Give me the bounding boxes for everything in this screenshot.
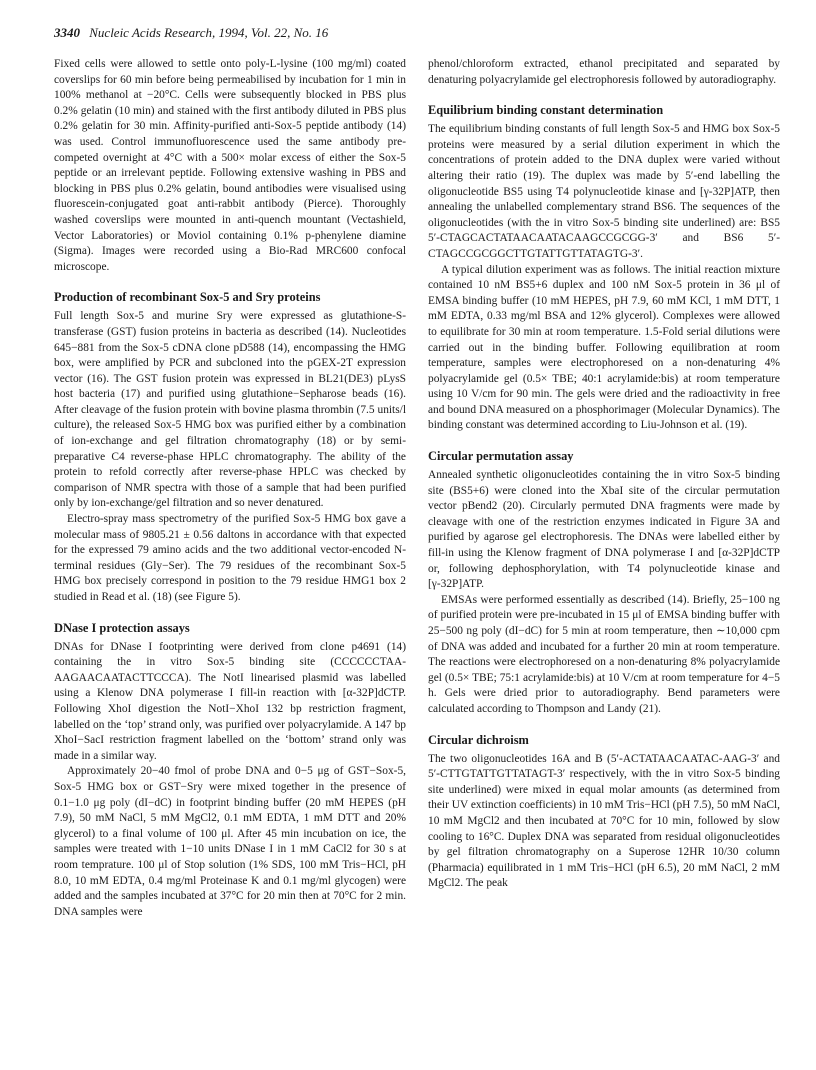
paragraph-dnase-1: DNAs for DNase I footprinting were derived from clone p4691 (14) containing the in vitro Sox-5 binding site (CCCCCCTAA-AAGAACAATACTTCCCA). The NotI linearised plasmid was labelled using a Klenow DNA polymerase I fill-in reaction with [α-32P]dCTP. Following XhoI digestion the NotI−XhoI 132 bp restriction fragment, labelled on the ‘top’ strand only, was purified over polyacrylamide. A 147 bp XhoI−SacI restriction fragment labelled on the ‘bottom’ strand only was made in a similar way. <box>54 640 406 762</box>
right-column <box>428 57 780 892</box>
left-column <box>54 57 406 920</box>
paragraph-continued: phenol/chloroform extracted, ethanol precipitated and separated by denaturing polyacrylamide gel electrophoresis followed by autoradiography. <box>428 58 780 86</box>
paragraph-equilibrium-2: A typical dilution experiment was as follows. The initial reaction mixture contained 10 nM BS5+6 duplex and 100 nM Sox-5 protein in 36 μl of EMSA binding buffer (10 mM HEPES, pH 7.9, 60 mM KCl, 1 mM DTT, 1 mM EDTA, 0.33 mg/ml BSA and 12% glycerol). Complexes were allowed to equilibrate for 30 min at room temperature. 1.5-Fold serial dilutions were carried out in the binding buffer. Following equilibration at room temperature, samples were electrophoresed on a non-denaturing 4% polyacrylamide gel (0.5× TBE; 40:1 acrylamide:bis) at room temperature using 10 V/cm for 90 min. The gels were dried and the radioactivity in free and bound DNA measured on a phosphorimager (Molecular Dynamics). The binding constant was determined according to Liu-Johnson et al. (19). <box>428 263 780 432</box>
page-number: 3340 <box>54 25 80 40</box>
paragraph-production-1: Full length Sox-5 and murine Sry were expressed as glutathione-S-transferase (GST) fusion proteins in bacteria as described (14). Nucleotides 645−881 from the Sox-5 cDNA clone pD588 (14), encompassing the HMG box, were amplified by PCR and subcloned into the pGEX-2T expression vector (16). The GST fusion protein was expressed in BL21(DE3) pLysS host bacteria (17) and purified using glutathione−Sepharose beads (16). After cleavage of the fusion protein with bovine plasma thrombin (7.5 units/l culture), the released Sox-5 HMG box was purified either by a combination of ion-exchange and gel filtration chromatography (18) or by semi-preparative C4 reverse-phase HPLC chromatography. The ability of the protein to refold correctly after reverse-phase HPLC was checked by comparison of NMR spectra with those of a sample that had been purified only by ion-exchange/gel filtration and so never denatured. <box>54 310 406 510</box>
paragraph-circular-1: Annealed synthetic oligonucleotides containing the in vitro Sox-5 binding site (BS5+6) were cloned into the XbaI site of the circular permutation vector pBend2 (20). Circularly permuted DNA fragments were made by cleavage with one of the restriction enzymes indicated in Figure 3A and purified by agarose gel electrophoresis. The DNAs were labelled either by fill-in using the Klenow fragment of DNA polymerase I and [α-32P]dCTP or, following dephosphorylation, with T4 polynucleotide kinase and [γ-32P]ATP. <box>428 469 780 591</box>
heading-equilibrium: Equilibrium binding constant determination <box>428 103 664 118</box>
running-head <box>54 25 328 41</box>
heading-circular-dichroism: Circular dichroism <box>428 732 529 747</box>
paragraph-production-2: Electro-spray mass spectrometry of the purified Sox-5 HMG box gave a molecular mass of 9805.21 ± 0.56 daltons in accordance with that expected for the expressed 79 amino acids and the two additional vector-encoded N-terminal residues (Gly−Ser). The 79 residues of the recombinant Sox-5 HMG box precisely correspond in position to the 79 residue HMG1 box 2 studied in Read et al. (18) (see Figure 5). <box>54 513 406 603</box>
paragraph-dnase-2: Approximately 20−40 fmol of probe DNA and 0−5 μg of GST−Sox-5, Sox-5 HMG box or GST−Sry were mixed together in the presence of 0.1−1.0 μg poly (dI−dC) in footprint binding buffer (20 mM HEPES (pH 7.9), 50 mM NaCl, 5 mM MgCl2, 0.1 mM EDTA, 1 mM DTT and 20% glycerol) to a final volume of 100 μl. After 45 min incubation on ice, the samples were treated with 1−10 units DNase I in 1 mM CaCl2 for 30 s at room temprature. 100 μl of Stop solution (1% SDS, 100 mM Tris−HCl, pH 8.0, 10 mM EDTA, 0.4 mg/ml Proteinase K and 0.1 mg/ml glycogen) were added and the samples incubated at 37°C for 20 min then at 70°C for 2 min. DNA samples were <box>54 765 406 918</box>
heading-dnase: DNase I protection assays <box>54 620 190 635</box>
journal-citation: Nucleic Acids Research, 1994, Vol. 22, No. 16 <box>89 25 329 40</box>
paragraph-fixed-cells: Fixed cells were allowed to settle onto poly-L-lysine (100 mg/ml) coated coverslips for 60 min before being permeabilised by incubation for 1 min in 100% methanol at −20°C. Cells were subsequently blocked in PBS plus 0.2% gelatin (10 min) and stained with the first antibody diluted in PBS plus 0.2% gelatin for 30 min. Affinity-purified anti-Sox-5 peptide antibody (14) was used. Control immunofluorescence used the same antibody pre-competed overnight at 4°C with a 500× molar excess of either the Sox-5 peptide or an irrelevant peptide. Following extensive washing in PBS and blocking in PBS plus 0.2% gelatin, bound antibodies were visualised using fluorescein-conjugated goat anti-rabbit antibody (Pierce). Thoroughly washed coverslips were mounted in anti-quench mountant (Vectashield, Vector Laboratories) or Moviol containing 0.1% p-phenylene diamine (Sigma). Images were recorded using a Bio-Rad MRC600 confocal microscope. <box>54 58 406 273</box>
paragraph-dichroism-1: The two oligonucleotides 16A and B (5′-ACTATAACAATAC-AAG-3′ and 5′-CTTGTATTGTTATAGT-3′ respectively, with the in vitro Sox-5 binding site underlined) were mixed in equal molar amounts (as determined from their UV extinction coefficients) in 10 mM Tris−HCl (pH 7.5), 50 mM NaCl, 10 mM MgCl2 and then incubated at 70°C for 10 min, followed by slow cooling to 16°C. Duplex DNA was separated from residual oligonucleotides by gel filtration chromatography on a Superose 12HR 10/30 column (Pharmacia) equilibrated in 1 mM Tris−HCl (pH 6.5), 20 mM NaCl, 2 mM MgCl2. The peak <box>428 752 780 890</box>
heading-production: Production of recombinant Sox-5 and Sry proteins <box>54 290 321 305</box>
paragraph-circular-2: EMSAs were performed essentially as described (14). Briefly, 25−100 ng of purified protein were pre-incubated in 15 μl of EMSA binding buffer with 25−500 ng poly (dI−dC) for 5 min at room temperature, then ∼10,000 cpm of DNA was added and incubated for a further 20 min at room temperature. The reactions were electrophoresed on a non-denaturing 8% polyacrylamide gel (0.5× TBE; 75:1 acrylamide:bis) at 10 V/cm at room temperature for 4−5 h. Gels were dried prior to autoradiography. Bend parameters were calculated according to Thompson and Landy (21). <box>428 593 780 715</box>
heading-circular-permutation: Circular permutation assay <box>428 449 574 464</box>
paragraph-equilibrium-1: The equilibrium binding constants of full length Sox-5 and HMG box Sox-5 proteins were measured by a serial dilution experiment in which the concentrations of protein added to the DNA duplex were varied without altering their ratio (19). The duplex was made by 5′-end labelling the oligonucleotide BS5 using T4 polynucleotide kinase and [γ-32P]ATP, then annealing the unlabelled complementary strand BS6. The sequences of the oligonucleotides (with the in vitro Sox-5 binding site underlined) are: BS5 5′-CTAGCACTATAACAATACAAGCCGCGG-3′ and BS6 5′-CTAGCCGCGGCTTGTATTGTTATAGTG-3′. <box>428 123 780 260</box>
